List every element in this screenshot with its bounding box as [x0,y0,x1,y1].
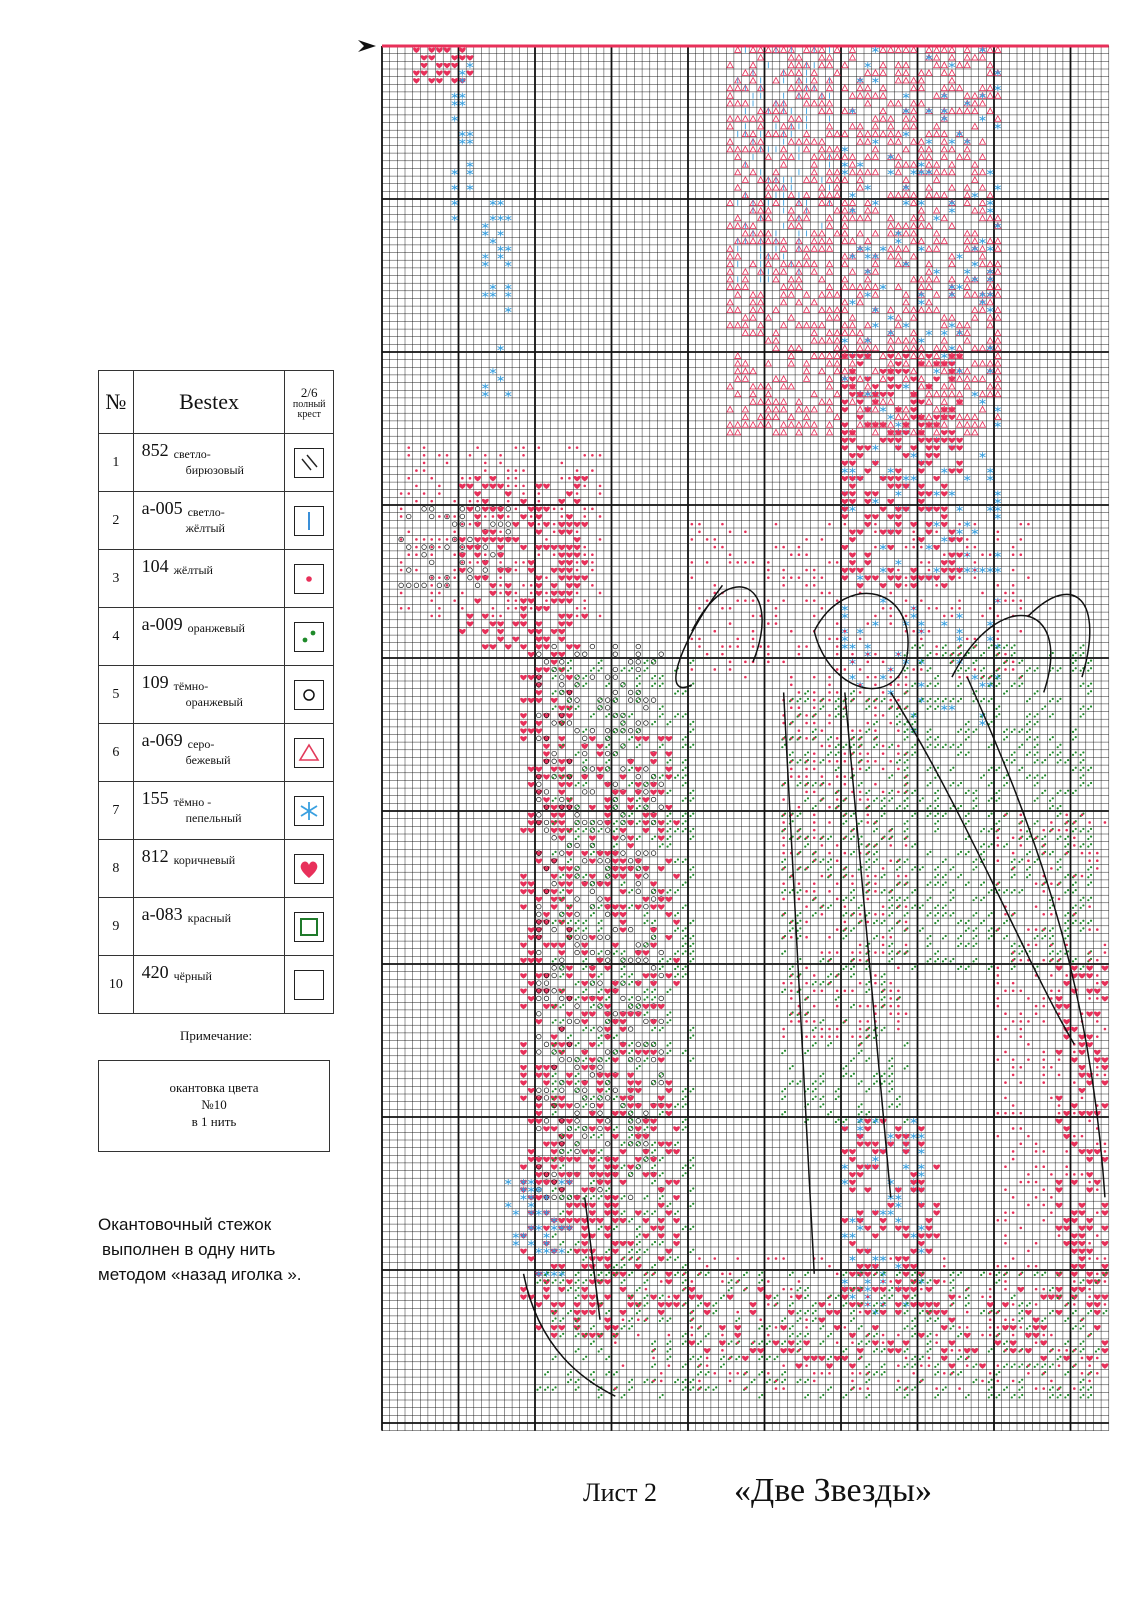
color-key-row [99,840,334,898]
color-number: 2 [99,492,134,550]
color-name-cell [133,898,285,956]
color-code: a-083 [141,904,183,924]
heart-icon [294,854,324,884]
color-key-row [99,608,334,666]
color-key-row [99,550,334,608]
color-key-row [99,724,334,782]
color-symbol-cell [285,492,334,550]
color-name-line-2: бежевый [185,753,231,767]
circle-icon [294,680,324,710]
color-code: 104 [141,556,169,576]
color-symbol-cell [285,666,334,724]
color-name: коричневый [173,853,236,867]
color-symbol-cell [285,956,334,1014]
color-symbol-cell [285,608,334,666]
color-name-cell [133,550,285,608]
two-dots-icon [294,622,324,652]
color-number: 5 [99,666,134,724]
color-symbol-cell [285,434,334,492]
color-name: тёмно - [173,795,212,809]
backstitch-line-2: выполнен в одну нить [102,1240,276,1259]
header-stitch [285,371,334,434]
header-stitch-sub1: полный [292,398,326,410]
color-key-row [99,434,334,492]
color-code: 420 [141,962,169,982]
color-name-line-2: бирюзовый [185,463,244,477]
color-name-cell [133,492,285,550]
color-name: оранжевый [187,621,245,635]
cross-stitch-chart [356,34,1118,1446]
note-line-1: окантовка цвета [169,1080,259,1095]
color-number: 7 [99,782,134,840]
row-marker-arrow-icon [358,40,376,52]
backstitch-line-1: Окантовочный стежок [98,1215,272,1234]
pattern-title: «Две Звезды» [734,1472,932,1509]
dot-icon [294,564,324,594]
diagonal-lines-icon [294,448,324,478]
color-name-cell [133,724,285,782]
color-key-row [99,492,334,550]
color-key-row [99,898,334,956]
color-number: 8 [99,840,134,898]
note-box [98,1060,330,1152]
color-name-cell [133,434,285,492]
note-label: Примечание: [179,1028,253,1043]
sheet-number: Лист 2 [583,1478,657,1507]
note-line-3: в 1 нить [191,1114,237,1129]
color-symbol-cell [285,782,334,840]
square-icon [294,912,324,942]
header-brand: Bestex [133,371,285,434]
header-stitch-ratio: 2/6 [300,384,318,400]
stitch-symbols [399,47,1108,1399]
color-name: светло- [173,447,211,461]
color-number: 6 [99,724,134,782]
color-name-line-2: пепельный [185,811,242,825]
header-stitch-sub2: крест [297,408,321,420]
color-symbol-cell [285,840,334,898]
color-code: 155 [141,788,169,808]
color-name: красный [187,911,231,925]
color-symbol-cell [285,724,334,782]
note-line-2: №10 [201,1097,227,1112]
color-key-table [98,370,334,1014]
color-number: 9 [99,898,134,956]
color-code: a-005 [141,498,183,518]
color-number: 1 [99,434,134,492]
color-code: 812 [141,846,169,866]
color-name-cell [133,608,285,666]
triangle-icon [294,738,324,768]
color-name-line-2: оранжевый [185,695,243,709]
color-name: чёрный [173,969,212,983]
color-symbol-cell [285,550,334,608]
asterisk-icon [294,796,324,826]
color-name: серо- [187,737,215,751]
header-number: № [99,371,134,434]
color-code: 109 [141,672,169,692]
color-code: a-069 [141,730,183,750]
color-key-header [99,371,334,434]
backstitch-line-3: методом «назад иголка ». [98,1265,302,1284]
backstitch-note [98,1212,378,1287]
color-name-cell [133,666,285,724]
vertical-line-icon [294,506,324,536]
color-key-rows [99,434,334,1014]
color-name-cell [133,840,285,898]
color-key-row [99,956,334,1014]
color-number: 3 [99,550,134,608]
color-number: 10 [99,956,134,1014]
color-key-row [99,782,334,840]
color-name-line-2: жёлтый [185,521,225,535]
color-code: a-009 [141,614,183,634]
color-name: жёлтый [173,563,213,577]
color-name: светло- [187,505,225,519]
color-symbol-cell [285,898,334,956]
blank-icon [294,970,324,1000]
color-name: тёмно- [173,679,209,693]
color-number: 4 [99,608,134,666]
color-name-cell [133,956,285,1014]
color-key-row [99,666,334,724]
color-name-cell [133,782,285,840]
color-code: 852 [141,440,169,460]
